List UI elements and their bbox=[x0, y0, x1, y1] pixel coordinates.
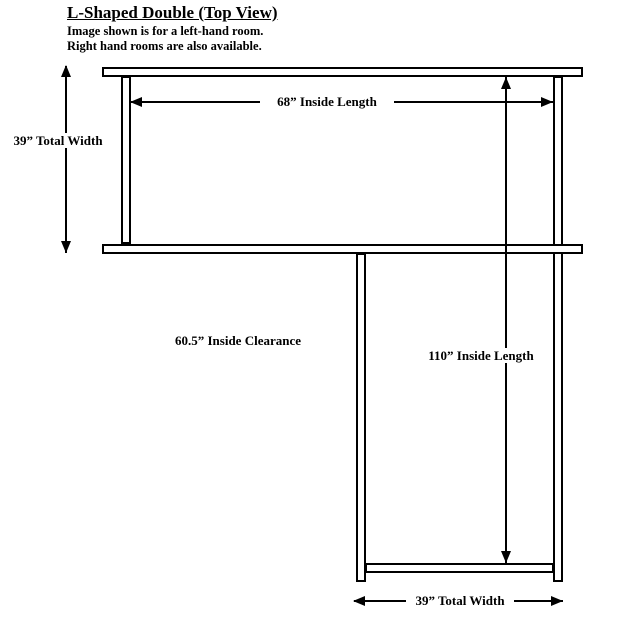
label-inside-length-top: 68” Inside Length bbox=[260, 94, 394, 109]
dim-line-inside-length-bottom bbox=[505, 77, 507, 563]
diagram-title: L-Shaped Double (Top View) bbox=[67, 3, 278, 22]
bottom-leg-left-wall bbox=[356, 253, 366, 582]
bottom-wall bbox=[365, 563, 554, 573]
dim-line-total-width-top bbox=[65, 66, 67, 253]
middle-wall bbox=[102, 244, 583, 254]
arrowhead-right-icon bbox=[541, 97, 553, 107]
arrowhead-down-icon bbox=[61, 241, 71, 253]
arrowhead-left-icon bbox=[353, 596, 365, 606]
note-line-1: Image shown is for a left-hand room. bbox=[67, 24, 264, 38]
label-inside-clearance: 60.5” Inside Clearance bbox=[168, 333, 308, 348]
label-inside-length-bottom: 110” Inside Length bbox=[420, 348, 542, 363]
arrowhead-left-icon bbox=[130, 97, 142, 107]
arrowhead-right-icon bbox=[551, 596, 563, 606]
label-total-width-top: 39” Total Width bbox=[4, 133, 112, 148]
arrowhead-up-icon bbox=[61, 65, 71, 77]
arrowhead-down-icon bbox=[501, 551, 511, 563]
arrowhead-up-icon bbox=[501, 77, 511, 89]
top-wall bbox=[102, 67, 583, 77]
right-wall bbox=[553, 76, 563, 582]
label-total-width-bottom: 39” Total Width bbox=[406, 593, 514, 608]
note-line-2: Right hand rooms are also available. bbox=[67, 39, 262, 53]
